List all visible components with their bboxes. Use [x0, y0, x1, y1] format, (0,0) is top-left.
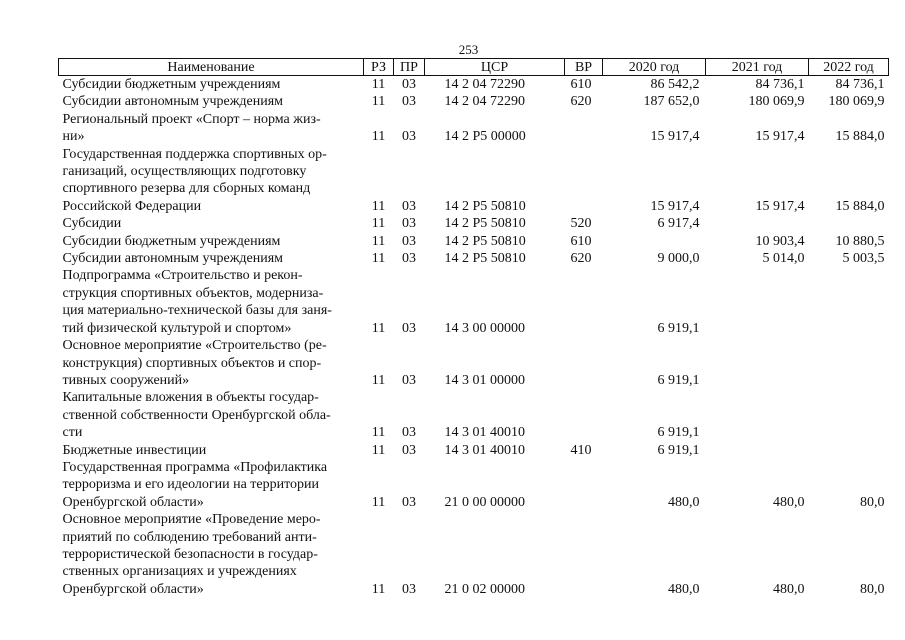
cell-rz: 11	[371, 94, 386, 110]
cell-csr: 14 2 P5 50810	[444, 216, 526, 232]
cell-rz: 11	[371, 372, 386, 388]
cell-vr: 520	[570, 216, 592, 232]
cell-name-line: тивных сооружений»	[62, 372, 190, 388]
cell-name	[59, 459, 364, 511]
cell-name-line: Субсидии автономным учреждениям	[62, 94, 284, 110]
header-pr: ПР	[394, 59, 425, 76]
cell-2021: 480,0	[773, 494, 805, 510]
cell-vr	[565, 511, 603, 598]
header-vr: ВР	[565, 59, 603, 76]
cell-vr	[565, 146, 603, 216]
cell-2022: 5 003,5	[842, 251, 885, 267]
cell-name-line: Основное мероприятие «Строительство (ре-	[62, 338, 327, 354]
cell-name-line: ганизаций, осуществляющих подготовку	[62, 164, 307, 180]
cell-rz: 11	[371, 251, 386, 267]
cell-2021: 84 736,1	[755, 77, 805, 92]
cell-2022: 15 884,0	[835, 129, 885, 145]
cell-name-line: террористической безопасности в государ-	[62, 546, 318, 562]
table-row	[59, 250, 889, 267]
cell-name-line: конструкция) спортивных объектов и спор-	[62, 355, 322, 371]
cell-2021	[706, 337, 809, 389]
cell-pr: 03	[402, 216, 416, 232]
table-row	[59, 76, 889, 94]
cell-2020	[603, 233, 706, 250]
cell-name	[59, 511, 364, 598]
cell-name-line: Российской Федерации	[62, 198, 202, 214]
cell-pr: 03	[402, 320, 416, 336]
cell-vr	[565, 459, 603, 511]
cell-name-line: Региональный проект «Спорт – норма жиз-	[62, 111, 321, 127]
cell-2021: 5 014,0	[762, 251, 805, 267]
cell-2021	[706, 215, 809, 232]
header-2022: 2022 год	[809, 59, 889, 76]
cell-name-line: Субсидии бюджетным учреждениям	[62, 77, 281, 92]
cell-name	[59, 146, 364, 216]
cell-vr	[565, 389, 603, 441]
header-rz: РЗ	[364, 59, 394, 76]
cell-name-line: Субсидии	[62, 216, 122, 232]
cell-name-line: Подпрограмма «Строительство и рекон-	[62, 268, 303, 284]
cell-name-line: струкция спортивных объектов, модерниза-	[62, 285, 324, 301]
cell-pr: 03	[402, 442, 416, 458]
cell-pr: 03	[402, 372, 416, 388]
cell-pr: 03	[402, 233, 416, 249]
cell-pr: 03	[402, 251, 416, 267]
cell-pr: 03	[402, 94, 416, 110]
cell-2020: 6 919,1	[657, 442, 700, 458]
cell-vr: 620	[570, 94, 592, 110]
cell-name-line: Субсидии автономным учреждениям	[62, 251, 284, 267]
header-2020: 2020 год	[603, 59, 706, 76]
cell-vr: 410	[570, 442, 592, 458]
cell-name	[59, 111, 364, 146]
cell-name	[59, 93, 364, 110]
cell-name-line: приятий по соблюдению требований анти-	[62, 529, 317, 545]
cell-csr: 14 2 P5 50810	[444, 251, 526, 267]
cell-pr: 03	[402, 77, 416, 92]
table-row	[59, 233, 889, 250]
table-row	[59, 146, 889, 216]
cell-name	[59, 233, 364, 250]
cell-csr: 21 0 00 00000	[444, 494, 525, 510]
cell-name-line: Оренбургской области»	[62, 581, 204, 597]
cell-csr: 14 3 01 00000	[444, 372, 525, 388]
cell-rz: 11	[371, 77, 386, 92]
cell-rz: 11	[371, 198, 386, 214]
cell-csr: 14 3 00 00000	[444, 320, 525, 336]
cell-csr: 14 3 01 40010	[444, 425, 525, 441]
cell-2021: 15 917,4	[755, 129, 805, 145]
cell-name-line: Государственная поддержка спортивных ор-	[62, 146, 327, 162]
cell-name	[59, 215, 364, 232]
cell-name	[59, 267, 364, 337]
cell-vr: 610	[570, 233, 592, 249]
cell-2021	[706, 267, 809, 337]
cell-2021: 480,0	[773, 581, 805, 597]
cell-2022	[809, 337, 889, 389]
cell-name-line: Государственная программа «Профилактика	[62, 459, 328, 475]
cell-csr: 21 0 02 00000	[444, 581, 525, 597]
cell-2020: 6 919,1	[657, 372, 700, 388]
cell-2020: 480,0	[668, 581, 700, 597]
cell-2022: 180 069,9	[828, 94, 885, 110]
cell-vr	[565, 111, 603, 146]
cell-name	[59, 442, 364, 459]
cell-name-line: терроризма и его идеологии на территории	[62, 477, 320, 493]
table-row	[59, 459, 889, 511]
table-row	[59, 93, 889, 110]
header-name: Наименование	[59, 59, 364, 76]
header-csr: ЦСР	[425, 59, 565, 76]
page-number: 253	[458, 42, 479, 57]
cell-name-line: Оренбургской области»	[62, 494, 204, 510]
cell-name-line: ция материально-технической базы для заня-	[62, 303, 332, 319]
cell-name-line: Капитальные вложения в объекты государ-	[62, 390, 319, 406]
cell-rz: 11	[371, 425, 386, 441]
cell-name	[59, 76, 364, 94]
cell-vr	[565, 337, 603, 389]
table-row	[59, 511, 889, 598]
cell-name-line: Субсидии бюджетным учреждениям	[62, 233, 281, 249]
table-row	[59, 111, 889, 146]
table-row	[59, 215, 889, 232]
table-row	[59, 389, 889, 441]
cell-name-line: Бюджетные инвестиции	[62, 442, 207, 458]
cell-pr: 03	[402, 129, 416, 145]
cell-pr: 03	[402, 198, 416, 214]
cell-2022: 84 736,1	[835, 77, 885, 92]
cell-name	[59, 250, 364, 267]
table-header-row	[59, 59, 889, 76]
cell-2020: 187 652,0	[643, 94, 700, 110]
cell-2021: 15 917,4	[755, 198, 805, 214]
cell-2020: 15 917,4	[650, 198, 700, 214]
cell-2022	[809, 442, 889, 459]
cell-rz: 11	[371, 129, 386, 145]
cell-2021: 180 069,9	[748, 94, 805, 110]
cell-2021	[706, 389, 809, 441]
cell-pr: 03	[402, 494, 416, 510]
cell-2021: 10 903,4	[755, 233, 805, 249]
cell-rz: 11	[371, 442, 386, 458]
cell-2022: 15 884,0	[835, 198, 885, 214]
cell-2022	[809, 215, 889, 232]
table-row	[59, 442, 889, 459]
cell-rz: 11	[371, 320, 386, 336]
table-row	[59, 267, 889, 337]
cell-2020: 15 917,4	[650, 129, 700, 145]
cell-rz: 11	[371, 216, 386, 232]
cell-name-line: спортивного резерва для сборных команд	[62, 181, 311, 197]
cell-name-line: Основное мероприятие «Проведение меро-	[62, 512, 321, 528]
table-body	[59, 76, 889, 599]
cell-rz: 11	[371, 581, 386, 597]
cell-csr: 14 2 P5 50810	[444, 233, 526, 249]
cell-rz: 11	[371, 233, 386, 249]
cell-csr: 14 2 04 72290	[444, 77, 525, 92]
cell-2020: 6 919,1	[657, 425, 700, 441]
cell-name-line: ственных организациях и учреждениях	[62, 564, 297, 580]
cell-2022	[809, 389, 889, 441]
cell-2020: 6 917,4	[657, 216, 700, 232]
cell-name	[59, 337, 364, 389]
cell-name-line: сти	[62, 425, 83, 441]
cell-name-line: ни»	[62, 129, 85, 145]
cell-csr: 14 2 04 72290	[444, 94, 525, 110]
cell-name-line: ственной собственности Оренбургской обла-	[62, 407, 331, 423]
cell-2020: 6 919,1	[657, 320, 700, 336]
cell-2022: 80,0	[860, 581, 885, 597]
cell-2022: 80,0	[860, 494, 885, 510]
cell-vr	[565, 267, 603, 337]
budget-table	[58, 58, 889, 598]
cell-pr: 03	[402, 581, 416, 597]
cell-2020: 480,0	[668, 494, 700, 510]
cell-2020: 9 000,0	[657, 251, 700, 267]
cell-2020: 86 542,2	[650, 77, 700, 92]
cell-name	[59, 389, 364, 441]
cell-name-line: тий физической культурой и спортом»	[62, 320, 292, 336]
cell-csr: 14 2 P5 50810	[444, 198, 526, 214]
cell-2022: 10 880,5	[835, 233, 885, 249]
header-2021: 2021 год	[706, 59, 809, 76]
cell-pr: 03	[402, 425, 416, 441]
cell-vr: 620	[570, 251, 592, 267]
cell-rz: 11	[371, 494, 386, 510]
cell-vr: 610	[570, 77, 592, 92]
cell-csr: 14 2 P5 00000	[444, 129, 526, 145]
table-row	[59, 337, 889, 389]
cell-csr: 14 3 01 40010	[444, 442, 525, 458]
cell-2022	[809, 267, 889, 337]
cell-2021	[706, 442, 809, 459]
